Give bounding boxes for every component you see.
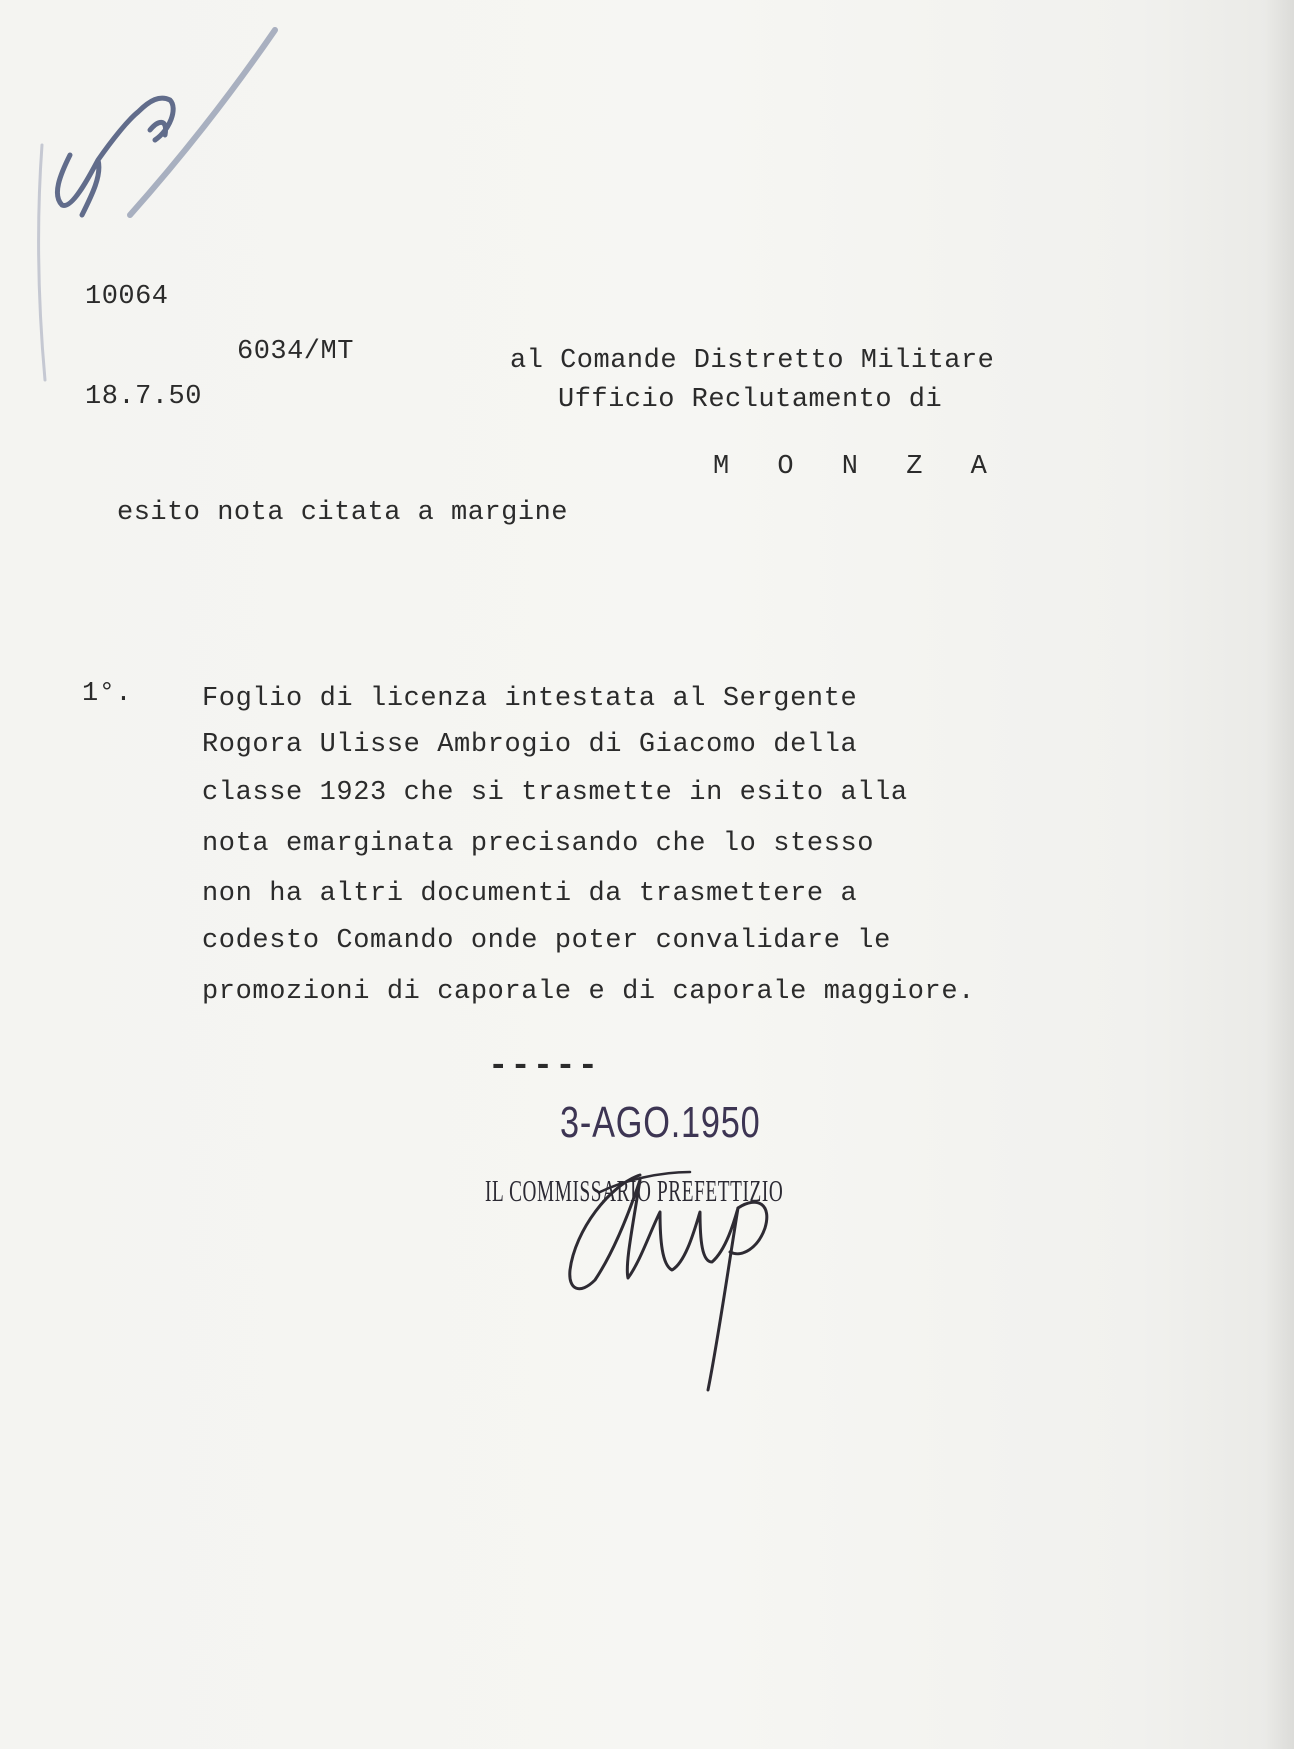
body-line: non ha altri documenti da trasmettere a — [202, 879, 858, 909]
body-line: Foglio di licenza intestata al Sergente — [202, 684, 858, 714]
body-line: classe 1923 che si trasmette in esito alla — [202, 778, 908, 808]
body-line: promozioni di caporale e di caporale maggiore. — [202, 977, 975, 1007]
body-line: Rogora Ulisse Ambrogio di Giacomo della — [202, 730, 858, 760]
item-number: 1°. — [82, 679, 133, 709]
body-line: codesto Comando onde poter convalidare le — [202, 926, 891, 956]
recipient-line-2: Ufficio Reclutamento di — [558, 385, 943, 415]
signatory-title-stamp: IL COMMISSARIO PREFETTIZIO — [485, 1173, 784, 1208]
margin-reference-date: 18.7.50 — [85, 382, 202, 412]
margin-reference-number: 10064 — [85, 282, 169, 312]
recipient-city: M O N Z A — [713, 452, 1003, 482]
recipient-line-1: al Comande Distretto Militare — [510, 346, 995, 376]
subject-line: esito nota citata a margine — [117, 498, 568, 528]
separator-dashes: ----- — [488, 1048, 601, 1086]
date-stamp: 3-AGO.1950 — [560, 1098, 761, 1147]
body-line: nota emarginata precisando che lo stesso — [202, 829, 875, 859]
protocol-number: 6034/MT — [237, 337, 354, 367]
